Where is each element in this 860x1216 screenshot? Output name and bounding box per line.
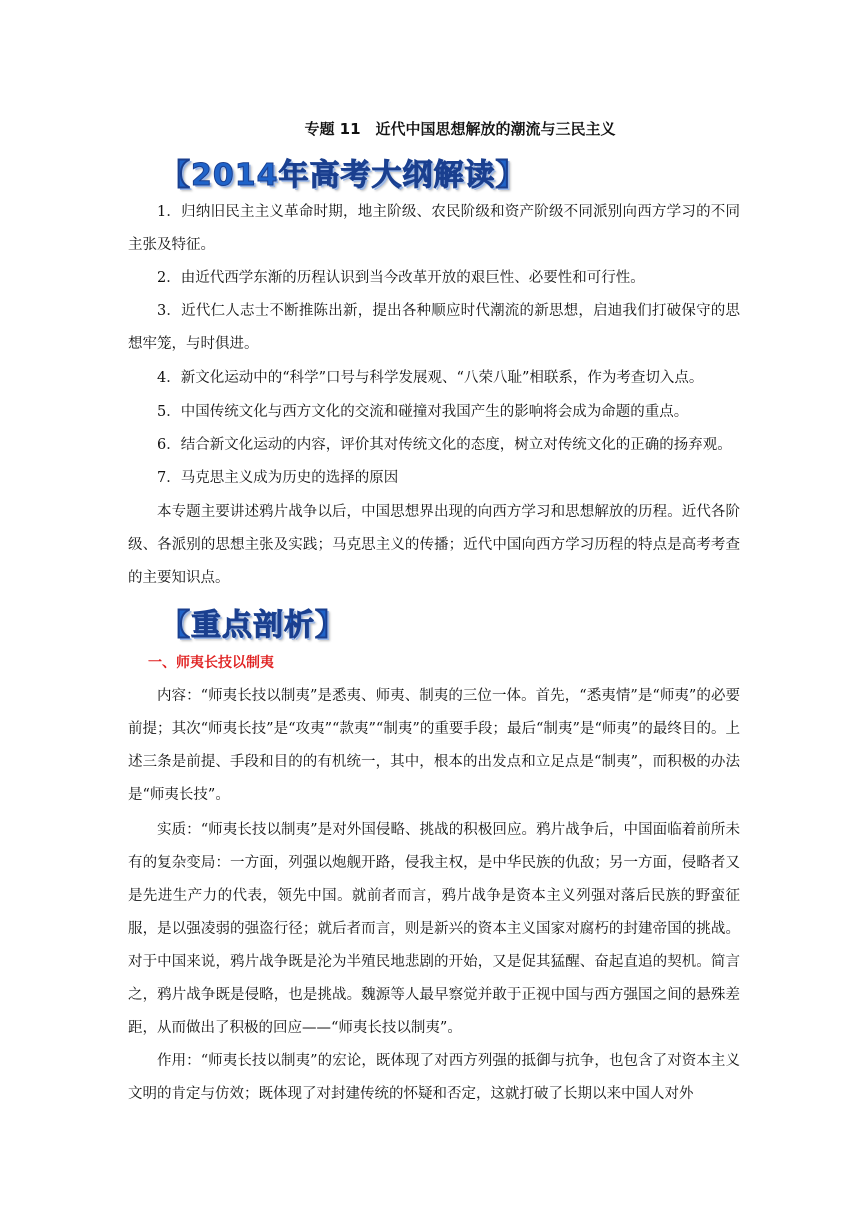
outline-item-1: 1．归纳旧民主主义革命时期，地主阶级、农民阶级和资产阶级不同派别向西方学习的不同主张及特征。: [128, 204, 740, 253]
key-analysis-banner: 【重点剖析】: [160, 608, 346, 643]
exam-outline-banner: 【2014年高考大纲解读】: [160, 158, 527, 193]
section-paragraph-content: 内容：“师夷长技以制夷”是悉夷、师夷、制夷的三位一体。首先，“悉夷情”是“师夷”的必要前提；其次“师夷长技”是“攻夷”“款夷”“制夷”的重要手段；最后“制夷”是“师夷”的最终目的。上述三条是前提、手段和目的的有机统一，其中，根本的出发点和立足点是“制夷”，而积极的办法是“师夷长技”。: [128, 688, 740, 803]
outline-item-7: 7．马克思主义成为历史的选择的原因: [157, 470, 399, 486]
topic-summary: 本专题主要讲述鸦片战争以后，中国思想界出现的向西方学习和思想解放的历程。近代各阶级、各派别的思想主张及实践；马克思主义的传播；近代中国向西方学习历程的特点是高考考查的主要知识点。: [128, 504, 740, 586]
outline-item-6: 6．结合新文化运动的内容，评价其对传统文化的态度，树立对传统文化的正确的扬弃观。: [157, 437, 732, 453]
section-paragraph-effect: 作用：“师夷长技以制夷”的宏论，既体现了对西方列强的抵御与抗争，也包含了对资本主义文明的肯定与仿效；既体现了对封建传统的怀疑和否定，这就打破了长期以来中国人对外: [128, 1053, 740, 1102]
section-heading-1: 一、师夷长技以制夷: [148, 655, 274, 671]
outline-item-4: 4．新文化运动中的“科学”口号与科学发展观、“八荣八耻”相联系，作为考查切入点。: [157, 370, 704, 386]
outline-item-3: 3．近代仁人志士不断推陈出新，提出各种顺应时代潮流的新思想，启迪我们打破保守的思想牢笼，与时俱进。: [128, 303, 740, 352]
outline-item-2: 2．由近代西学东渐的历程认识到当今改革开放的艰巨性、必要性和可行性。: [157, 270, 645, 286]
section-paragraph-essence: 实质：“师夷长技以制夷”是对外国侵略、挑战的积极回应。鸦片战争后，中国面临着前所未有的复杂变局：一方面，列强以炮舰开路，侵我主权，是中华民族的仇敌；另一方面，侵略者又是先进生产力的代表，领先中国。就前者而言，鸦片战争是资本主义列强对落后民族的野蛮征服，是以强凌弱的强盗行径；就后者而言，则是新兴的资本主义国家对腐朽的封建帝国的挑战。对于中国来说，鸦片战争既是沦为半殖民地悲剧的开始，又是促其猛醒、奋起直追的契机。简言之，鸦片战争既是侵略，也是挑战。魏源等人最早察觉并敢于正视中国与西方强国之间的悬殊差距，从而做出了积极的回应——“师夷长技以制夷”。: [128, 822, 740, 1036]
outline-item-5: 5．中国传统文化与西方文化的交流和碰撞对我国产生的影响将会成为命题的重点。: [157, 404, 689, 420]
document-title: 专题 11 近代中国思想解放的潮流与三民主义: [304, 120, 616, 138]
